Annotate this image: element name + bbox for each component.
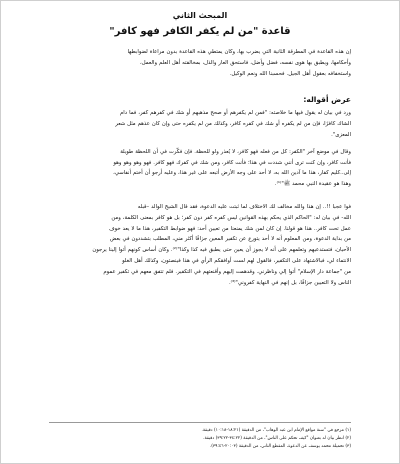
- section-title: المبحث الثاني: [172, 11, 228, 20]
- text-line: وهذا هو عقيدة النبي محمد ﷺ"⁽¹⁾.: [274, 181, 351, 188]
- text-line: من "جماعة دار الإسلام" أتوا إلي وناظرني. وقدهمت إليهم وأقنعتهم في التكفير. فلم تتفق معهم في تكفير عموم: [103, 268, 351, 275]
- page-content: [49, 11, 351, 453]
- text-line: من بداية الدعوة، ومن المعلوم أنه لا أحد يتورع عن تكفير المعين جزافًا أكثر مني، المطلب بتشددون في بعض: [110, 236, 351, 243]
- text-line: واستخفافه بعقول أهل الجيل. فحسبنا الله ونعم الوكيل.: [229, 70, 351, 77]
- text-line: وقال في موضع آخر "الكفر: كل من فعله فهو كافر، لا يُعذر ولو للحظة. فإن فكّرت في أن اللحظة طويلة: [120, 148, 351, 155]
- text-line: إلى..كليم كفار، هذا ما آدين الله به، لا أحد على وجه الأرض أتبعه على غير هذا، وعليه أرجو أن أختم أنفاسي،: [113, 170, 351, 177]
- text-line: الله- في بيان له: "الحاكم الذي يحكم بهذه القوانين ليس كفره كفر دون كفر؛ بل هو كافر بمعنى الكلمة، ومن: [111, 214, 351, 221]
- rule-title: قاعدة "من لم يكفر الكافر فهو كافر": [109, 26, 291, 37]
- text-line: ورد في بيان له يقول فيها ما خلاصته: "فمن لم يكفرهم أو صحح مذهبهم أو شك في كفرهم كفر، فما دام: [120, 110, 351, 117]
- footnote: (٣) تحميلة محمد يوسف عن الدعوة، المقطع الثاني، من الدقيقة (٢٠:٠٣-٣٩:٤٦).: [209, 444, 351, 449]
- quote-paragraph-1: [49, 108, 351, 140]
- footnotes: [49, 422, 351, 451]
- discussion-paragraph: [49, 202, 351, 288]
- sub-heading: عرض أقواله:: [303, 95, 351, 105]
- text-line: الأحيان، فتستدعيهم وتعلمهم على أنه لا يجوز أن يعين حتى يطبق فيه كذا وكذا"⁽²⁾. وكان أساس كونهم أتوا إلينا يرجون: [92, 247, 351, 254]
- text-line: إن هذه القاعدة في المطرقة الثانية التي يضرب بها، وكان يمتطي هذه القاعدة بدون مراعاة لضوابطها: [127, 49, 351, 55]
- text-line: فأنت كافر، وإن كنت ترى أنني شددت في هذا؛ فأنت كافر، ومن شك في كفرك فهو كافر. فهو وهو وهو وهو: [113, 159, 351, 166]
- footnote: (١) مرجع في "سنة مواقع الإمام ابن عبد الوهاب"، من الدقيقة (١٨:٢١-١٠:١٨) دقيقة.: [201, 428, 351, 433]
- text-line: الانتماء لي، فبالاشتهاد على التكفير، فالقول لهم لست أوافقكم الرأي في هذا فينصتون، وكذلك أهل الغلو: [122, 257, 351, 264]
- quote-paragraph-2: [49, 147, 351, 190]
- text-line: الناس ولا التعيين جزافًا، بل إنهم في النهاية كفروني"⁽³⁾.: [228, 279, 351, 286]
- text-line: فوا عجبا !!.. إن هذا والله مخالف لك الاختلاف لما ثبتت عليه الدعوة، فقد قال الشيخ الوالد –قبله: [137, 203, 351, 210]
- text-line: الشاك كافرًا، فإن من لم يكفره أو شك في كفره كافر، وكذلك من لم يكفره حتى وإن كان عذهم مثل شعر: [115, 121, 351, 128]
- text-line: عمل تحت كافر.. هذا هو قولنا. إن كان لمن شك يمنعنا من تعيين أحد: فهو ضوابط التكفير، هذا ما لا يعد خوف: [109, 225, 351, 232]
- text-line: وأحكامها، ويطبق بها هوى نفسه، فضل وأضل، فاستحق العار والذل، بمخالفته أهل العلم والعمل،: [140, 59, 351, 66]
- intro-paragraph: [49, 47, 351, 79]
- text-line: المعزى".: [331, 131, 351, 138]
- footnote: (٢) انظر بيان له بعنوان "كيف تحكم على الناس"، من الدقيقة (٣٤:٢٢-٣٩:٢٢) دقيقة.: [203, 436, 351, 441]
